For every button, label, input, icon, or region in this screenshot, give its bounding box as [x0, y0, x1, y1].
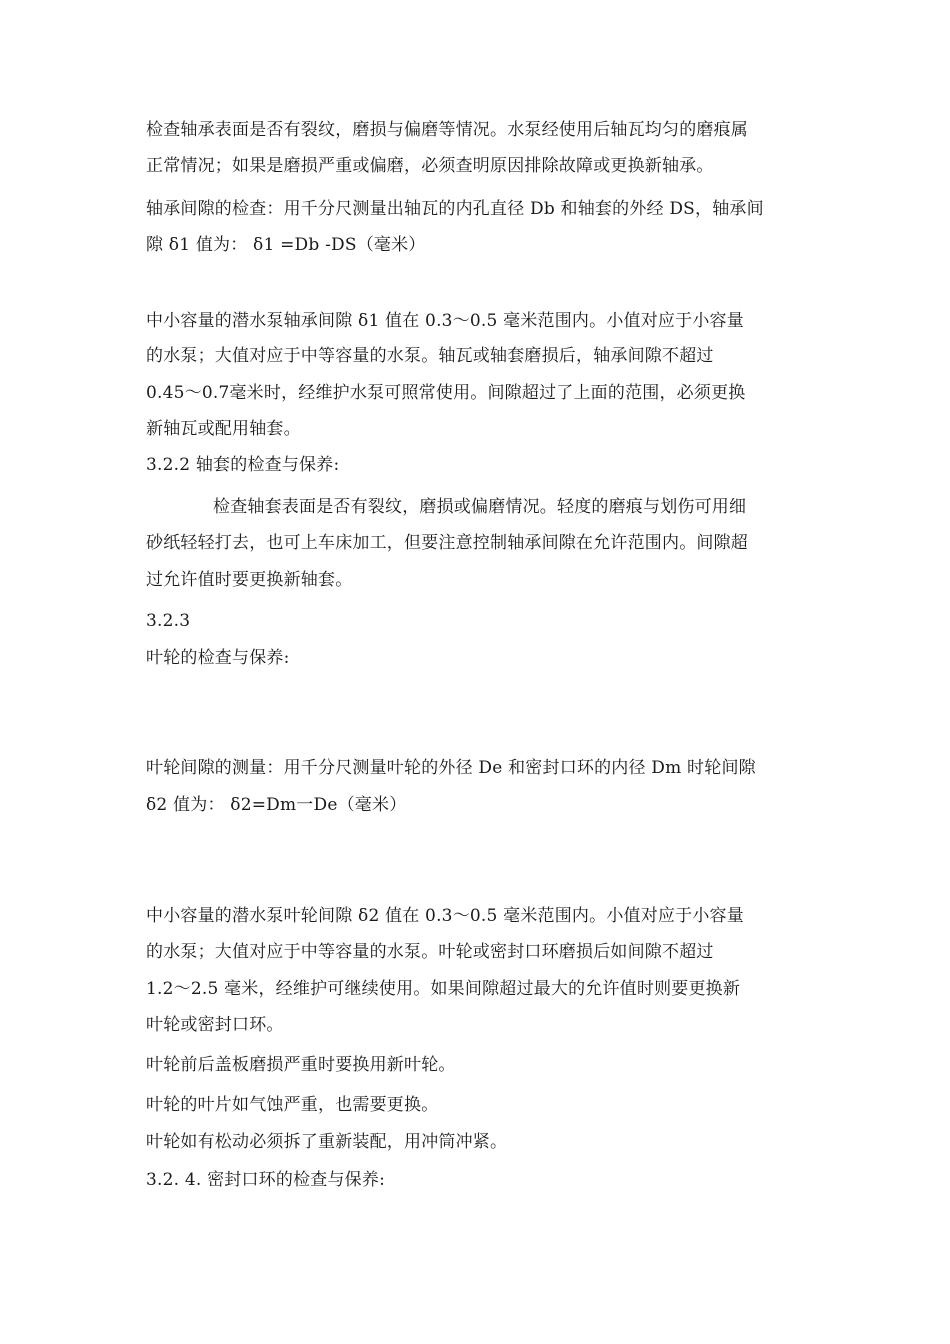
section-heading: 3.2.2 轴套的检查与保养:: [146, 455, 340, 475]
section-heading: 3.2. 4. 密封口环的检查与保养:: [146, 1170, 385, 1190]
text-line: 中小容量的潜水泵叶轮间隙 δ2 值在 0.3～0.5 毫米范围内。小值对应于小容量: [146, 906, 744, 926]
text-line: 的水泵；大值对应于中等容量的水泵。轴瓦或轴套磨损后，轴承间隙不超过: [146, 346, 714, 366]
text-line: 的水泵；大值对应于中等容量的水泵。叶轮或密封口环磨损后如间隙不超过: [146, 942, 714, 962]
text-line: 0.45～0.7毫米时，经维护水泵可照常使用。间隙超过了上面的范围，必须更换: [146, 383, 746, 403]
text-line: 叶轮前后盖板磨损严重时要换用新叶轮。: [146, 1055, 456, 1075]
text-line: 轴承间隙的检查：用千分尺测量出轴瓦的内孔直径 Db 和轴套的外经 DS，轴承间: [146, 199, 764, 219]
text-line: 过允许值时要更换新轴套。: [146, 570, 353, 590]
text-line: 1.2～2.5 毫米，经维护可继续使用。如果间隙超过最大的允许值时则要更换新: [146, 979, 741, 999]
text-line: δ2 值为： δ2=Dm一De（毫米）: [146, 795, 407, 815]
text-line: 新轴瓦或配用轴套。: [146, 419, 301, 439]
text-line: 砂纸轻轻打去，也可上车床加工，但要注意控制轴承间隙在允许范围内。间隙超: [146, 533, 748, 553]
section-number: 3.2.3: [146, 611, 191, 631]
text-line: 叶轮或密封口环。: [146, 1015, 284, 1035]
text-line: 隙 δ1 值为： δ1 =Db -DS（毫米）: [146, 235, 426, 255]
text-line: 检查轴套表面是否有裂纹，磨损或偏磨情况。轻度的磨痕与划伤可用细: [213, 497, 747, 517]
text-line: 叶轮的叶片如气蚀严重，也需要更换。: [146, 1095, 439, 1115]
section-heading: 叶轮的检查与保养:: [146, 648, 290, 668]
text-line: 叶轮间隙的测量：用千分尺测量叶轮的外径 De 和密封口环的内径 Dm 时轮间隙: [146, 758, 756, 778]
text-line: 叶轮如有松动必须拆了重新装配，用冲筒冲紧。: [146, 1132, 508, 1152]
text-line: 中小容量的潜水泵轴承间隙 δ1 值在 0.3～0.5 毫米范围内。小值对应于小容量: [146, 311, 744, 331]
text-line: 正常情况；如果是磨损严重或偏磨，必须查明原因排除故障或更换新轴承。: [146, 156, 714, 176]
text-line: 检查轴承表面是否有裂纹，磨损与偏磨等情况。水泵经使用后轴瓦均匀的磨痕属: [146, 120, 748, 140]
